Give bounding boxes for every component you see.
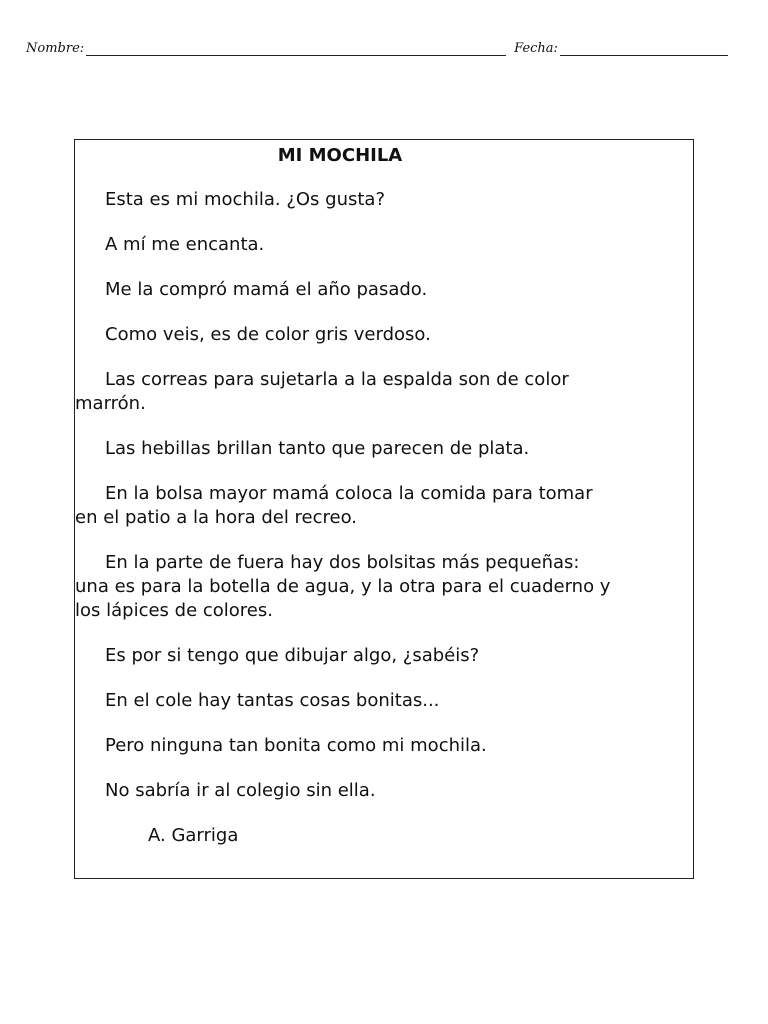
paragraph: En la bolsa mayor mamá coloca la comida para tomar en el patio a la hora del recreo.	[75, 483, 593, 528]
paragraph: Las hebillas brillan tanto que parecen de plata.	[105, 438, 530, 459]
paragraph: Me la compró mamá el año pasado.	[105, 279, 428, 300]
paragraph: Esta es mi mochila. ¿Os gusta?	[105, 189, 385, 210]
paragraph: En la parte de fuera hay dos bolsitas más pequeñas: una es para la botella de agua, y la otra para el cuaderno y los lápices de colores.	[75, 552, 611, 621]
paragraph: Es por si tengo que dibujar algo, ¿sabéis?	[105, 645, 480, 666]
date-label: Fecha:	[514, 41, 558, 56]
paragraph: Las correas para sujetarla a la espalda son de color marrón.	[75, 369, 569, 414]
paragraph: No sabría ir al colegio sin ella.	[105, 780, 376, 801]
reading-title: MI MOCHILA	[277, 145, 403, 166]
name-label: Nombre:	[26, 41, 85, 56]
paragraph: A mí me encanta.	[105, 234, 265, 255]
paragraph: En el cole hay tantas cosas bonitas...	[105, 690, 440, 711]
reading-box	[74, 139, 694, 879]
author: A. Garriga	[148, 825, 239, 846]
paragraph: Como veis, es de color gris verdoso.	[105, 324, 431, 345]
worksheet-header	[26, 36, 736, 56]
reading-text	[75, 188, 693, 848]
paragraph: Pero ninguna tan bonita como mi mochila.	[105, 735, 487, 756]
date-field-line	[560, 42, 728, 56]
name-field-line	[86, 42, 506, 56]
